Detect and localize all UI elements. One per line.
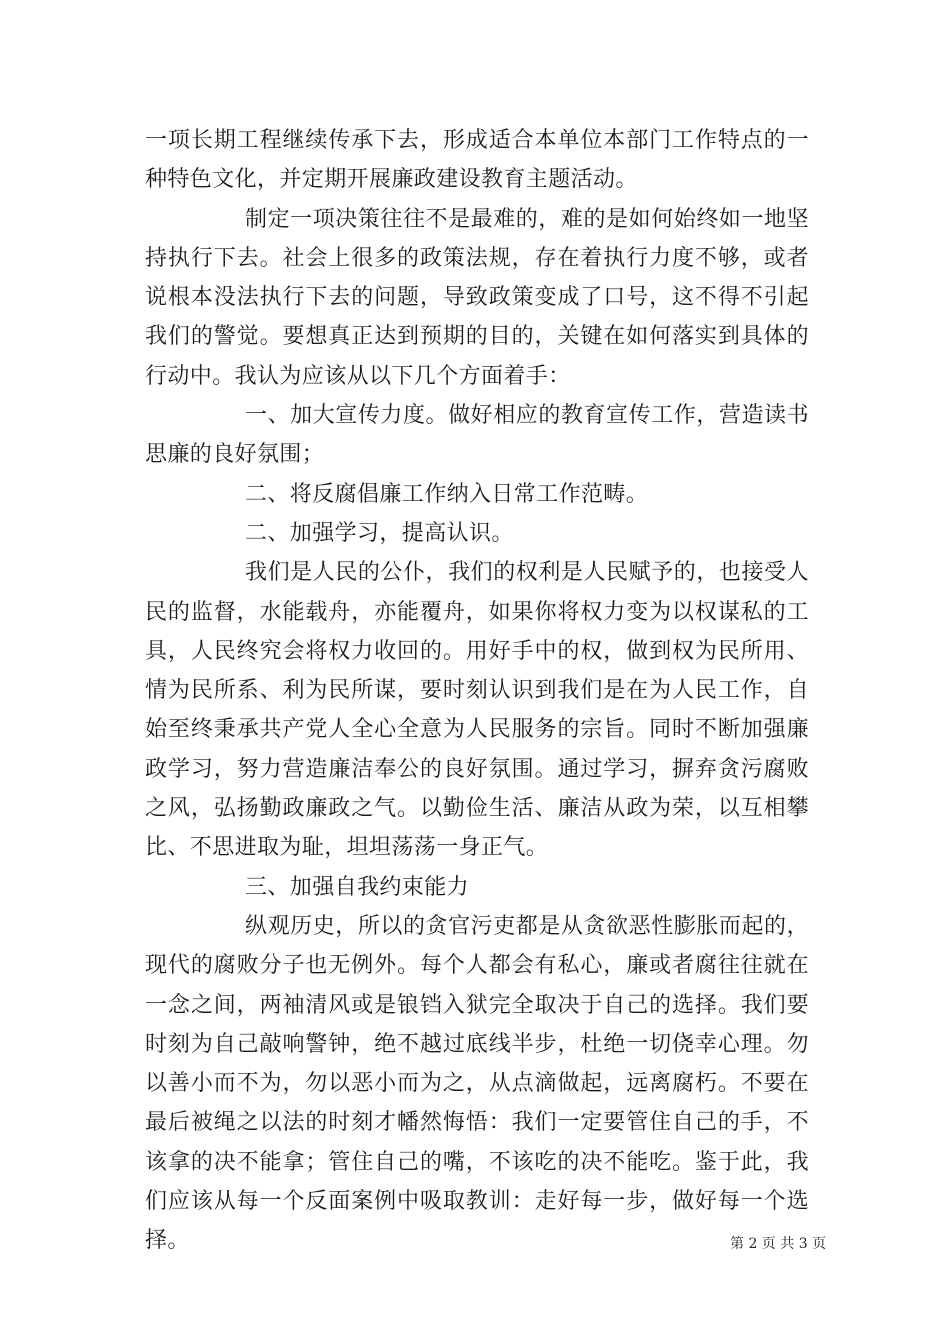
heading-self-discipline: 三、加强自我约束能力 xyxy=(245,874,470,900)
paragraph-point-daily-work: 二、将反腐倡廉工作纳入日常工作范畴。 xyxy=(245,481,649,507)
document-body xyxy=(145,121,809,1261)
page-number: 第 2 页 共 3 页 xyxy=(730,1236,827,1252)
paragraph-history-lessons: 纵观历史，所以的贪官污吏都是从贪欲恶性膨胀而起的，现代的腐败分子也无例外。每个人都会有私心，廉或者腐往往就在一念之间，两袖清风或是锒铛入狱完全取决于自己的选择。我们要时刻为自己敲响警钟，绝不越过底线半步，杜绝一切侥幸心理。勿以善小而不为，勿以恶小而为之，从点滴做起，远离腐朽。不要在最后被绳之以法的时刻才幡然悔悟：我们一定要管住自己的手，不该拿的决不能拿；管住自己的嘴，不该吃的决不能吃。鉴于此，我们应该从每一个反面案例中吸取教训：走好每一步，做好每一个选择。 xyxy=(145,913,809,1254)
paragraph-public-servant: 我们是人民的公仆，我们的权利是人民赋予的，也接受人民的监督，水能载舟，亦能覆舟，如果你将权力变为以权谋私的工具，人民终究会将权力收回的。用好手中的权，做到权为民所用、情为民所系、利为民所谋，要时刻认识到我们是在为人民工作，自始至终秉承共产党人全心全意为人民服务的宗旨。同时不断加强廉政学习，努力营造廉洁奉公的良好氛围。通过学习，摒弃贪污腐败之风，弘扬勤政廉政之气。以勤俭生活、廉洁从政为荣，以互相攀比、不思进取为耻，坦坦荡荡一身正气。 xyxy=(145,560,809,861)
paragraph-point-publicity: 一、加大宣传力度。做好相应的教育宣传工作，营造读书思廉的良好氛围； xyxy=(145,403,809,468)
paragraph-policy-execution: 制定一项决策往往不是最难的，难的是如何始终如一地坚持执行下去。社会上很多的政策法规，存在着执行力度不够，或者说根本没法执行下去的问题，导致政策变成了口号，这不得不引起我们的警觉。要想真正达到预期的目的，关键在如何落实到具体的行动中。我认为应该从以下几个方面着手： xyxy=(145,206,809,389)
paragraph-continuation: 一项长期工程继续传承下去，形成适合本单位本部门工作特点的一种特色文化，并定期开展廉政建设教育主题活动。 xyxy=(145,128,809,193)
heading-strengthen-learning: 二、加强学习，提高认识。 xyxy=(245,520,514,546)
